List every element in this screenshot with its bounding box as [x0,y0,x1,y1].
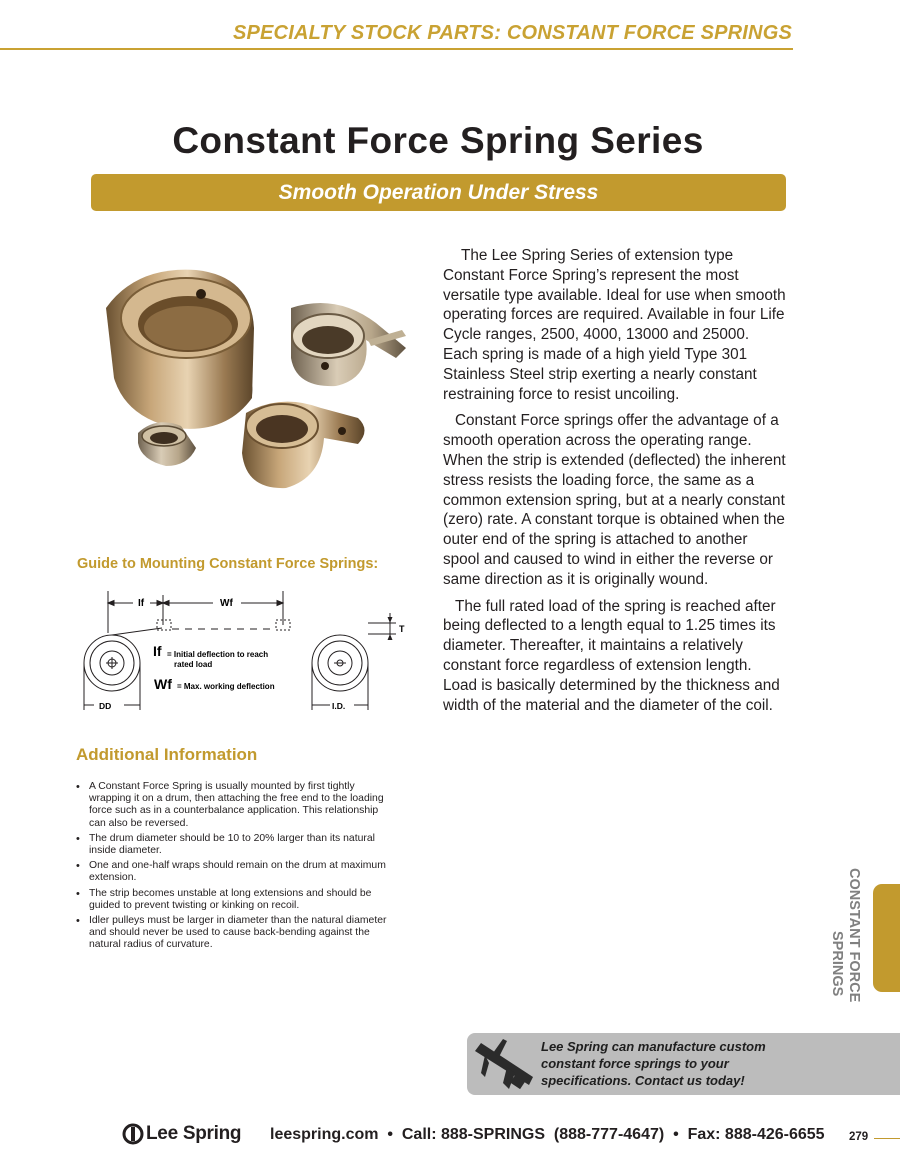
caliper-icon [473,1037,537,1093]
subtitle: Smooth Operation Under Stress [278,180,599,204]
page-number: 279 [849,1131,869,1143]
list-item: • One and one-half wraps should remain on the drum at maximum extension. [76,860,394,884]
if-legend-symbol: If [153,643,162,659]
front-spring [242,402,365,489]
side-tab-text: CONSTANT FORCE SPRINGS [829,868,862,1003]
logo-mark-icon [122,1123,144,1145]
small-spring [138,422,196,466]
footer-contact: leespring.com • Call: 888-SPRINGS (888-777-4647) • Fax: 888-426-6655 [270,1126,825,1143]
list-item: • The drum diameter should be 10 to 20% larger than its natural inside diameter. [76,833,394,857]
left-drum [84,628,162,710]
springs-photo [96,248,426,518]
wf-label: Wf [220,598,233,609]
additional-heading: Additional Information [76,745,258,764]
list-item: • A Constant Force Spring is usually mounted by first tightly wrapping it on a drum, then attaching the free end to the loading force such as in a counterbalance application. This relationship can also be reversed. [76,781,394,830]
body-paragraph: The full rated load of the spring is reached after being deflected to a length equal to 1.25 times its diameter. Thereafter, it maintains a relatively constant force regardless of extension length. Load is basically determined by the thickness and width of the material and the diameter of the coil. [443,597,780,714]
right-drum [312,613,396,710]
section-tab[interactable] [873,884,900,992]
callout-text: Lee Spring can manufacture custom constant force springs to your specifications. Contact us today! [541,1039,766,1088]
list-item: • The strip becomes unstable at long extensions and should be guided to prevent twisting or kinking on recoil. [76,888,394,912]
body-paragraph: The Lee Spring Series of extension type Constant Force Spring’s represent the most versatile type available. Ideal for use when smooth operating forces are required. Available in four Life Cycle ranges, 2500, 4000, 13000 and 25000. Each spring is made of a high yield Type 301 Stainless Steel strip exerting a nearly constant restraining force to resist uncoiling. [443,247,786,403]
medium-spring [291,303,406,386]
body-paragraph: Constant Force springs offer the advantage of a smooth operation across the operating range. When the strip is extended (deflected) the inherent stress resists the loading force, the same as a common extension spring, but at a nearly constant (zero) rate. A constant torque is obtained when the outer end of the spring is attached to another spool and caused to wind in either the reverse or same direction as it is originally wound. [443,412,786,588]
guide-heading: Guide to Mounting Constant Force Springs: [77,556,379,572]
wf-legend: = Max. working deflection [177,682,275,691]
if-legend-2: rated load [174,660,213,669]
wf-legend-symbol: Wf [154,676,172,692]
additional-list [76,781,394,955]
body-text [443,246,788,722]
mounting-diagram [78,585,418,715]
t-label: T [399,624,405,634]
list-item: • Idler pulleys must be larger in diameter than the natural diameter and should never be used to cause back-bending against the natural radius of curvature. [76,915,394,952]
header-title: SPECIALTY STOCK PARTS: CONSTANT FORCE SPRINGS [232,22,792,44]
dd-label: DD [99,701,112,711]
large-spring [106,270,254,429]
logo-text: Lee Spring [146,1123,242,1144]
if-legend: = Initial deflection to reach [167,650,269,659]
side-tab-label [828,868,864,1003]
lee-spring-logo[interactable] [122,1123,241,1145]
id-label: I.D. [332,701,346,711]
header-rule [0,48,793,50]
subtitle-bar [91,174,786,211]
page-rule [874,1138,900,1139]
if-label: If [138,598,145,609]
page-title: Constant Force Spring Series [172,120,704,161]
